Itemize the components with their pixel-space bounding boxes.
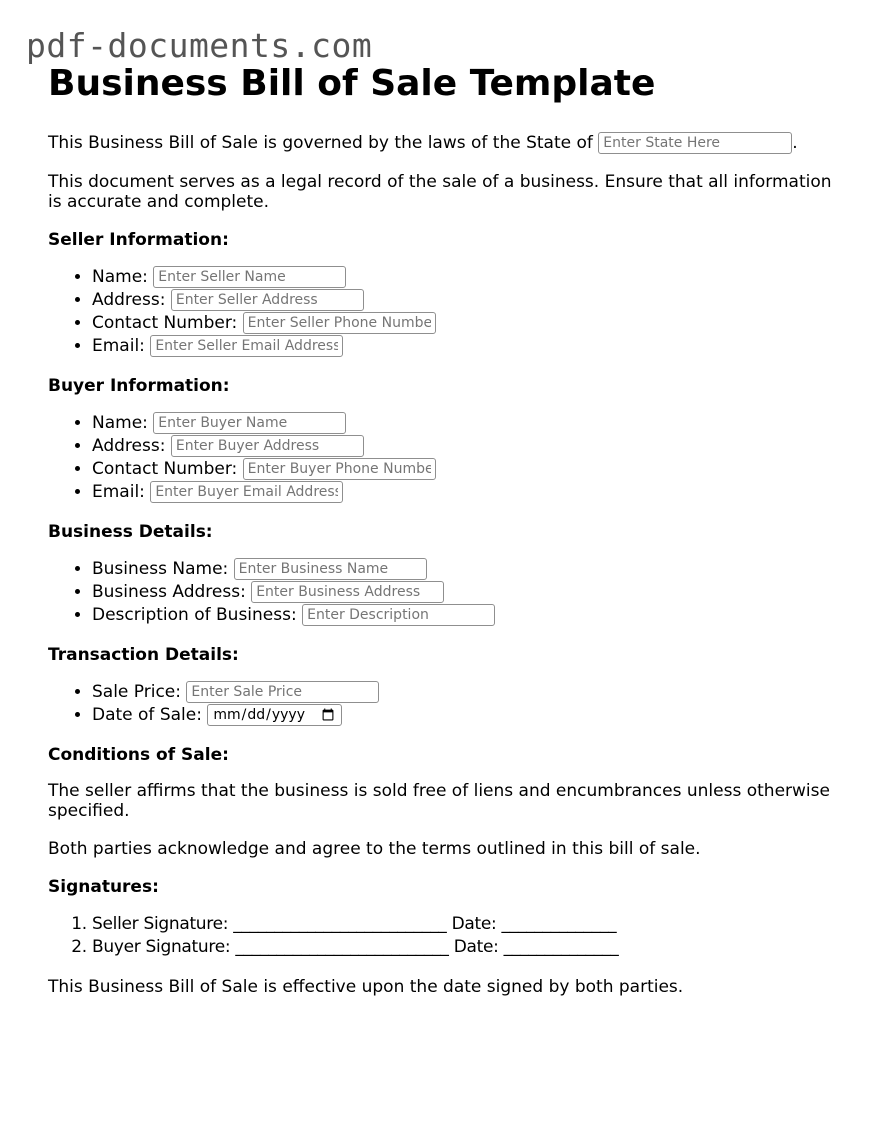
list-item bbox=[92, 581, 848, 604]
transaction-heading: Transaction Details: bbox=[48, 645, 239, 665]
list-item bbox=[92, 704, 848, 727]
governing-law-period: . bbox=[792, 133, 798, 153]
seller-email-label: Email: bbox=[92, 336, 145, 356]
buyer-phone-label: Contact Number: bbox=[92, 459, 238, 479]
conditions-heading: Conditions of Sale: bbox=[48, 745, 229, 765]
liens-paragraph: The seller affirms that the business is sold free of liens and encumbrances unless otherwise specified. bbox=[48, 781, 830, 821]
buyer-address-input[interactable] bbox=[171, 435, 364, 457]
buyer-phone-input[interactable] bbox=[243, 458, 436, 480]
effective-paragraph: This Business Bill of Sale is effective upon the date signed by both parties. bbox=[48, 977, 684, 997]
seller-address-label: Address: bbox=[92, 290, 166, 310]
seller-signature-line: 1. Seller Signature: __________________________ Date: ______________ bbox=[92, 913, 848, 936]
page-title: Business Bill of Sale Template bbox=[48, 63, 656, 104]
business-list bbox=[48, 558, 848, 627]
seller-list bbox=[48, 266, 848, 358]
list-item bbox=[92, 312, 848, 335]
seller-phone-label: Contact Number: bbox=[92, 313, 238, 333]
list-item bbox=[92, 558, 848, 581]
business-description-input[interactable] bbox=[302, 604, 495, 626]
list-item bbox=[92, 335, 848, 358]
seller-heading: Seller Information: bbox=[48, 230, 229, 250]
business-name-label: Business Name: bbox=[92, 559, 229, 579]
list-item bbox=[92, 604, 848, 627]
sale-date-label: Date of Sale: bbox=[92, 705, 202, 725]
business-name-input[interactable] bbox=[234, 558, 427, 580]
business-description-label: Description of Business: bbox=[92, 605, 297, 625]
list-item bbox=[92, 289, 848, 312]
acknowledge-paragraph: Both parties acknowledge and agree to the terms outlined in this bill of sale. bbox=[48, 839, 701, 859]
watermark: pdf-documents.com bbox=[26, 26, 373, 65]
business-address-label: Business Address: bbox=[92, 582, 246, 602]
buyer-heading: Buyer Information: bbox=[48, 376, 230, 396]
signatures-list bbox=[48, 913, 848, 959]
buyer-address-label: Address: bbox=[92, 436, 166, 456]
governing-law-text: This Business Bill of Sale is governed by the laws of the State of bbox=[48, 133, 593, 153]
buyer-name-label: Name: bbox=[92, 413, 148, 433]
seller-phone-input[interactable] bbox=[243, 312, 436, 334]
buyer-signature-line: 2. Buyer Signature: __________________________ Date: ______________ bbox=[92, 936, 848, 959]
list-item bbox=[92, 435, 848, 458]
business-address-input[interactable] bbox=[251, 581, 444, 603]
seller-name-label: Name: bbox=[92, 267, 148, 287]
list-item bbox=[92, 481, 848, 504]
governing-law-paragraph bbox=[48, 132, 848, 154]
buyer-name-input[interactable] bbox=[153, 412, 346, 434]
list-item bbox=[92, 681, 848, 704]
list-item bbox=[92, 412, 848, 435]
sale-price-input[interactable] bbox=[186, 681, 379, 703]
business-heading: Business Details: bbox=[48, 522, 213, 542]
list-item bbox=[92, 266, 848, 289]
seller-email-input[interactable] bbox=[150, 335, 343, 357]
sale-date-input[interactable] bbox=[207, 704, 342, 726]
list-item bbox=[92, 458, 848, 481]
signatures-heading: Signatures: bbox=[48, 877, 159, 897]
seller-name-input[interactable] bbox=[153, 266, 346, 288]
state-input[interactable] bbox=[598, 132, 792, 154]
buyer-list bbox=[48, 412, 848, 504]
buyer-email-label: Email: bbox=[92, 482, 145, 502]
purpose-paragraph: This document serves as a legal record of the sale of a business. Ensure that all information is accurate and complete. bbox=[48, 172, 832, 212]
document-body bbox=[48, 58, 848, 1015]
seller-address-input[interactable] bbox=[171, 289, 364, 311]
sale-price-label: Sale Price: bbox=[92, 682, 181, 702]
buyer-email-input[interactable] bbox=[150, 481, 343, 503]
transaction-list bbox=[48, 681, 848, 727]
